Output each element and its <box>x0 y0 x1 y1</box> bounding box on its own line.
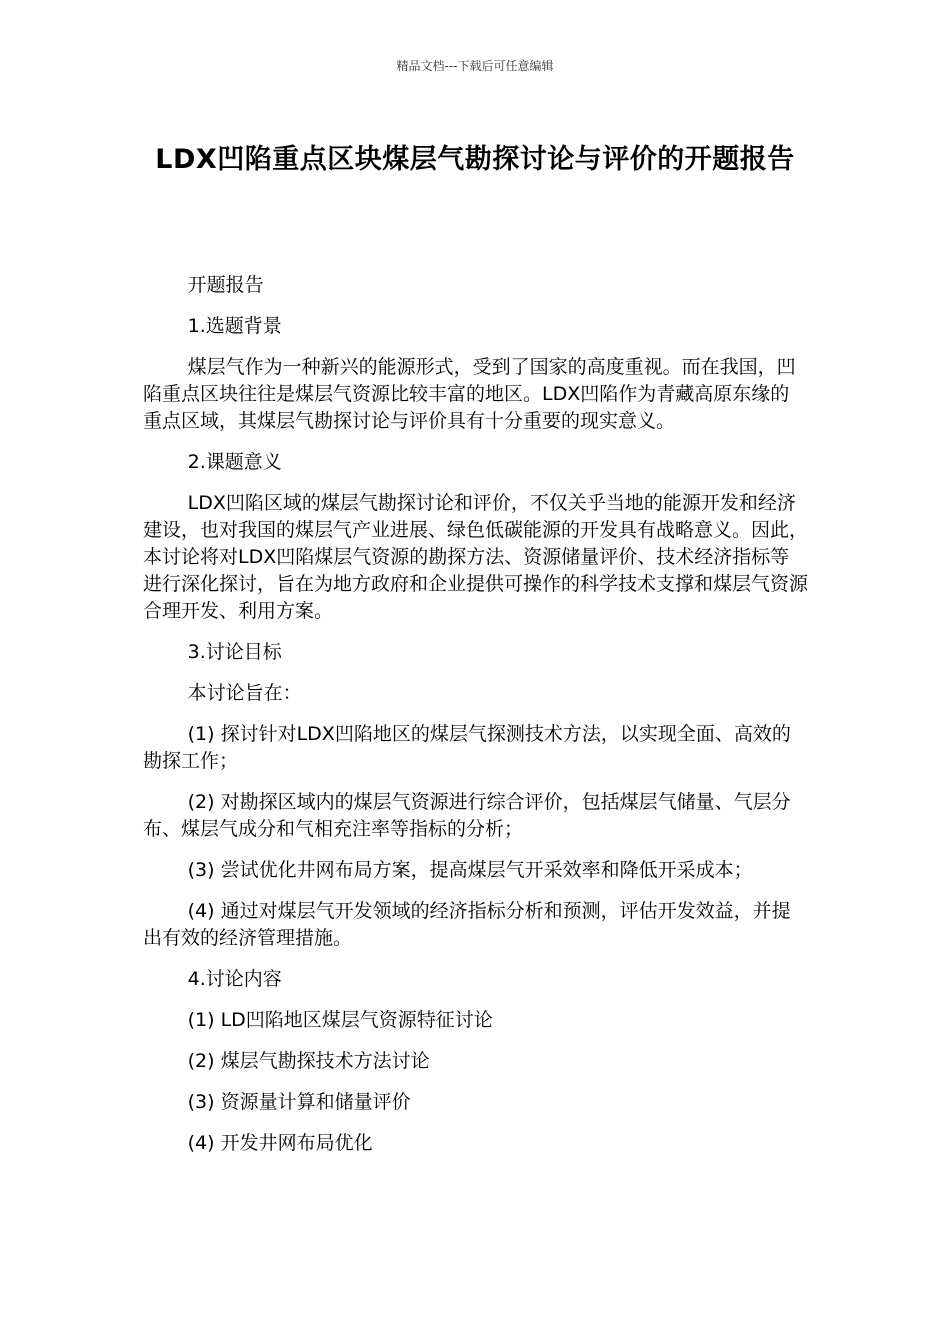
content-item-1: (1) LD凹陷地区煤层气资源特征讨论 <box>187 1009 493 1031</box>
objective-item-3: (3) 尝试优化井网布局方案，提高煤层气开采效率和降低开采成本； <box>187 859 753 881</box>
paragraph-background: 煤层气作为一种新兴的能源形式，受到了国家的高度重视。而在我国，凹陷重点区块往往是煤层气资源比较丰富的地区。LDX凹陷作为青藏高原东缘的重点区域，其煤层气勘探讨论与评价具有十分重要的现实意义。 <box>143 356 796 432</box>
heading-objectives: 3.讨论目标 <box>187 641 282 663</box>
content-item-4: (4) 开发井网布局优化 <box>187 1132 373 1154</box>
document-title: LDX凹陷重点区块煤层气勘探讨论与评价的开题报告 <box>155 144 795 175</box>
heading-significance: 2.课题意义 <box>187 451 282 473</box>
objective-item-1: (1) 探讨针对LDX凹陷地区的煤层气探测技术方法，以实现全面、高效的勘探工作； <box>143 723 791 772</box>
content-item-3: (3) 资源量计算和储量评价 <box>187 1091 411 1113</box>
paragraph-significance: LDX凹陷区域的煤层气勘探讨论和评价，不仅关乎当地的能源开发和经济建设，也对我国的煤层气产业进展、绿色低碳能源的开发具有战略意义。因此，本讨论将对LDX凹陷煤层气资源的勘探方法、资源储量评价、技术经济指标等进行深化探讨，旨在为地方政府和企业提供可操作的科学技术支撑和煤层气资源合理开发、利用方案。 <box>143 492 809 622</box>
page-header: 精品文档---下载后可任意编辑 <box>396 59 554 73</box>
document-body <box>143 272 808 1171</box>
objective-item-4: (4) 通过对煤层气开发领域的经济指标分析和预测，评估开发效益，并提出有效的经济管理措施。 <box>143 900 791 949</box>
paragraph-objectives-intro: 本讨论旨在： <box>187 682 302 704</box>
objective-item-2: (2) 对勘探区域内的煤层气资源进行综合评价，包括煤层气储量、气层分布、煤层气成分和气相充注率等指标的分析； <box>143 791 791 840</box>
paragraph-report-label: 开题报告 <box>187 274 264 296</box>
content-item-2: (2) 煤层气勘探技术方法讨论 <box>187 1050 430 1072</box>
heading-content: 4.讨论内容 <box>187 968 282 990</box>
heading-background: 1.选题背景 <box>187 315 282 337</box>
